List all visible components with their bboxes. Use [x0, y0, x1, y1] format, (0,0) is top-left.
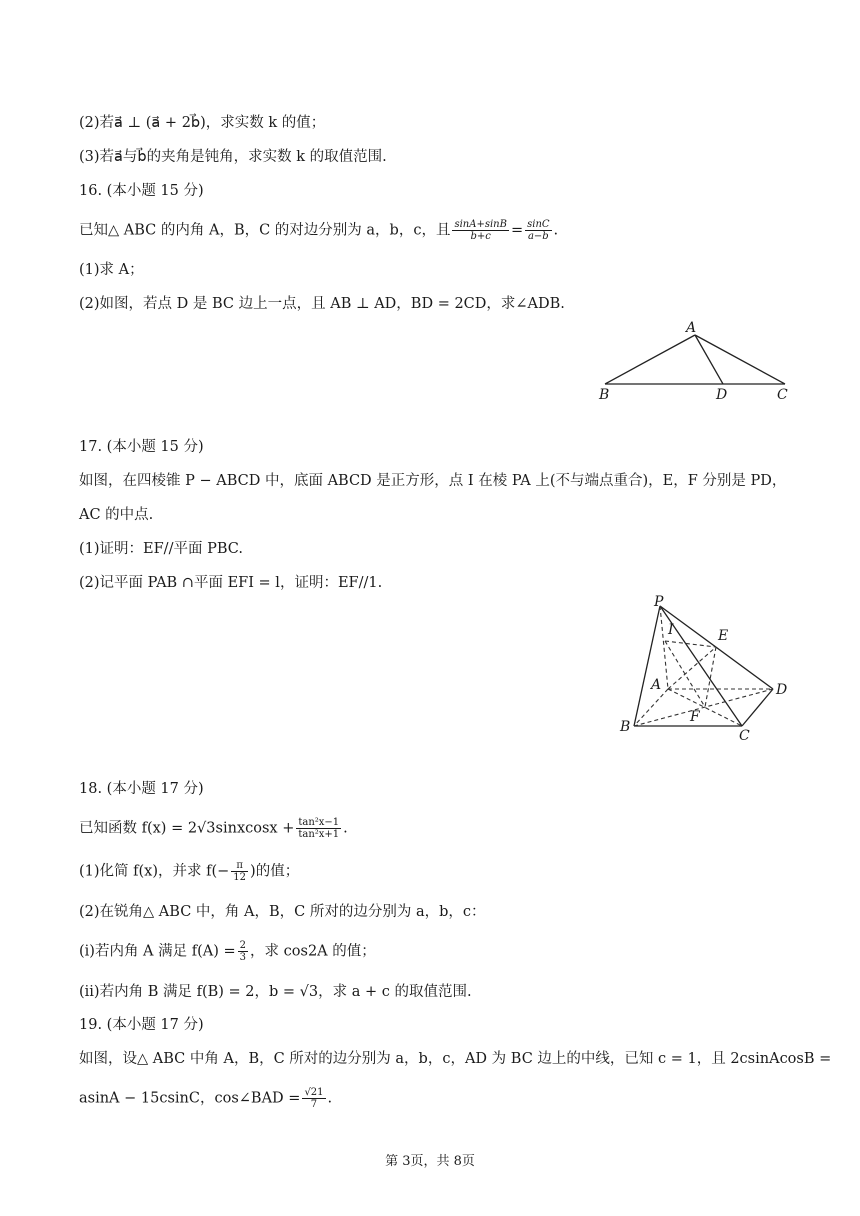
fig16-label-c: C — [777, 387, 788, 403]
fig17-label-p: P — [654, 594, 664, 610]
fig16-label-d: D — [716, 387, 728, 403]
q18-stem-text: 已知函数 f(x) = 2√3sinxcosx + — [79, 820, 295, 837]
q18-i-fraction: $\frac{2}{3}$ — [239, 940, 247, 963]
q16-equals: = — [510, 222, 524, 239]
q18-part2-i: (i)若内角 A 满足 f(A) = $\frac{2}{3}$ ，求 cos2A 的值； — [79, 940, 376, 963]
q19-stem-line1: 如图，设△ ABC 中角 A，B，C 所对的边分别为 a，b，c，AD 为 BC 边上的中线，已知 c = 1，且 2csinAcosB = — [79, 1051, 832, 1067]
page-footer: 第 3页，共 8页 — [385, 1154, 475, 1169]
q16-stem-text: 已知△ ABC 的内角 A，B，C 的对边分别为 a，b，c，且 — [79, 222, 451, 239]
q18-part2-ii: (ii)若内角 B 满足 f(B) = 2，b = √3，求 a + c 的取值范围. — [79, 984, 472, 1000]
fig16-label-a: A — [686, 320, 697, 336]
q18-stem: 已知函数 f(x) = 2√3sinxcosx + $\frac{\text{tan²x−1}}{\text{tan²x+1}}$ . — [79, 817, 348, 840]
q18-part2: (2)在锐角△ ABC 中，角 A，B，C 所对的边分别为 a，b，c： — [79, 904, 486, 920]
q15-part3: (3)若a⃗与b⃗的夹角是钝角，求实数 k 的取值范围. — [79, 149, 387, 165]
q17-stem-line1: 如图，在四棱锥 P − ABCD 中，底面 ABCD 是正方形，点 I 在棱 PA 上(不与端点重合)，E，F 分别是 PD， — [79, 473, 787, 489]
fig17-label-b: B — [620, 719, 631, 735]
fig17-label-e: E — [718, 628, 729, 644]
q17-stem-line2: AC 的中点. — [79, 507, 154, 523]
q17-part1: (1)证明：EF//平面 PBC. — [79, 541, 243, 557]
q16-fraction-2: $\frac{\sin C}{a-b}$ — [527, 219, 550, 242]
q18-part1: (1)化简 f(x)，并求 f(− $\frac{\pi}{12}$ )的值； — [79, 860, 300, 883]
fig16-label-b: B — [599, 387, 610, 403]
q19-stem-line2: asinA − 15csinC，cos∠BAD = $\frac{√21}{7}$ . — [79, 1087, 333, 1110]
q19-heading: 19. (本小题 17 分) — [79, 1017, 204, 1033]
fig17-label-c: C — [739, 728, 750, 744]
fig17-label-a: A — [651, 677, 662, 693]
q17-part2: (2)记平面 PAB ∩平面 EFI = l，证明：EF//1. — [79, 575, 383, 591]
q16-part2: (2)如图，若点 D 是 BC 边上一点，且 AB ⊥ AD，BD = 2CD，求∠ADB. — [79, 296, 565, 312]
fig17-label-i: I — [668, 622, 674, 638]
fig17-label-d: D — [776, 682, 788, 698]
q16-heading: 16. (本小题 15 分) — [79, 183, 204, 199]
q17-heading: 17. (本小题 15 分) — [79, 439, 204, 455]
q18-fraction: $\frac{\text{tan²x−1}}{\text{tan²x+1}}$ — [298, 817, 340, 840]
q17-pyramid-figure — [618, 594, 798, 744]
q16-triangle-figure — [595, 318, 795, 403]
q16-part1: (1)求 A； — [79, 262, 144, 278]
fig17-label-f: F — [690, 709, 700, 725]
q18-part1-fraction: $\frac{\pi}{12}$ — [233, 860, 247, 883]
q16-fraction-1: $\frac{\sin A+\sin B}{b+c}$ — [454, 219, 507, 242]
q18-heading: 18. (本小题 17 分) — [79, 781, 204, 797]
q16-stem: 已知△ ABC 的内角 A，B，C 的对边分别为 a，b，c，且 $\frac{\sin A+\sin B}{b+c}$ = $\frac{\sin C}{a-b}$ . — [79, 219, 559, 242]
q19-fraction: $\frac{√21}{7}$ — [304, 1087, 324, 1110]
q15-part2: (2)若a⃗ ⊥ (a⃗ + 2b⃗)，求实数 k 的值； — [79, 115, 326, 131]
